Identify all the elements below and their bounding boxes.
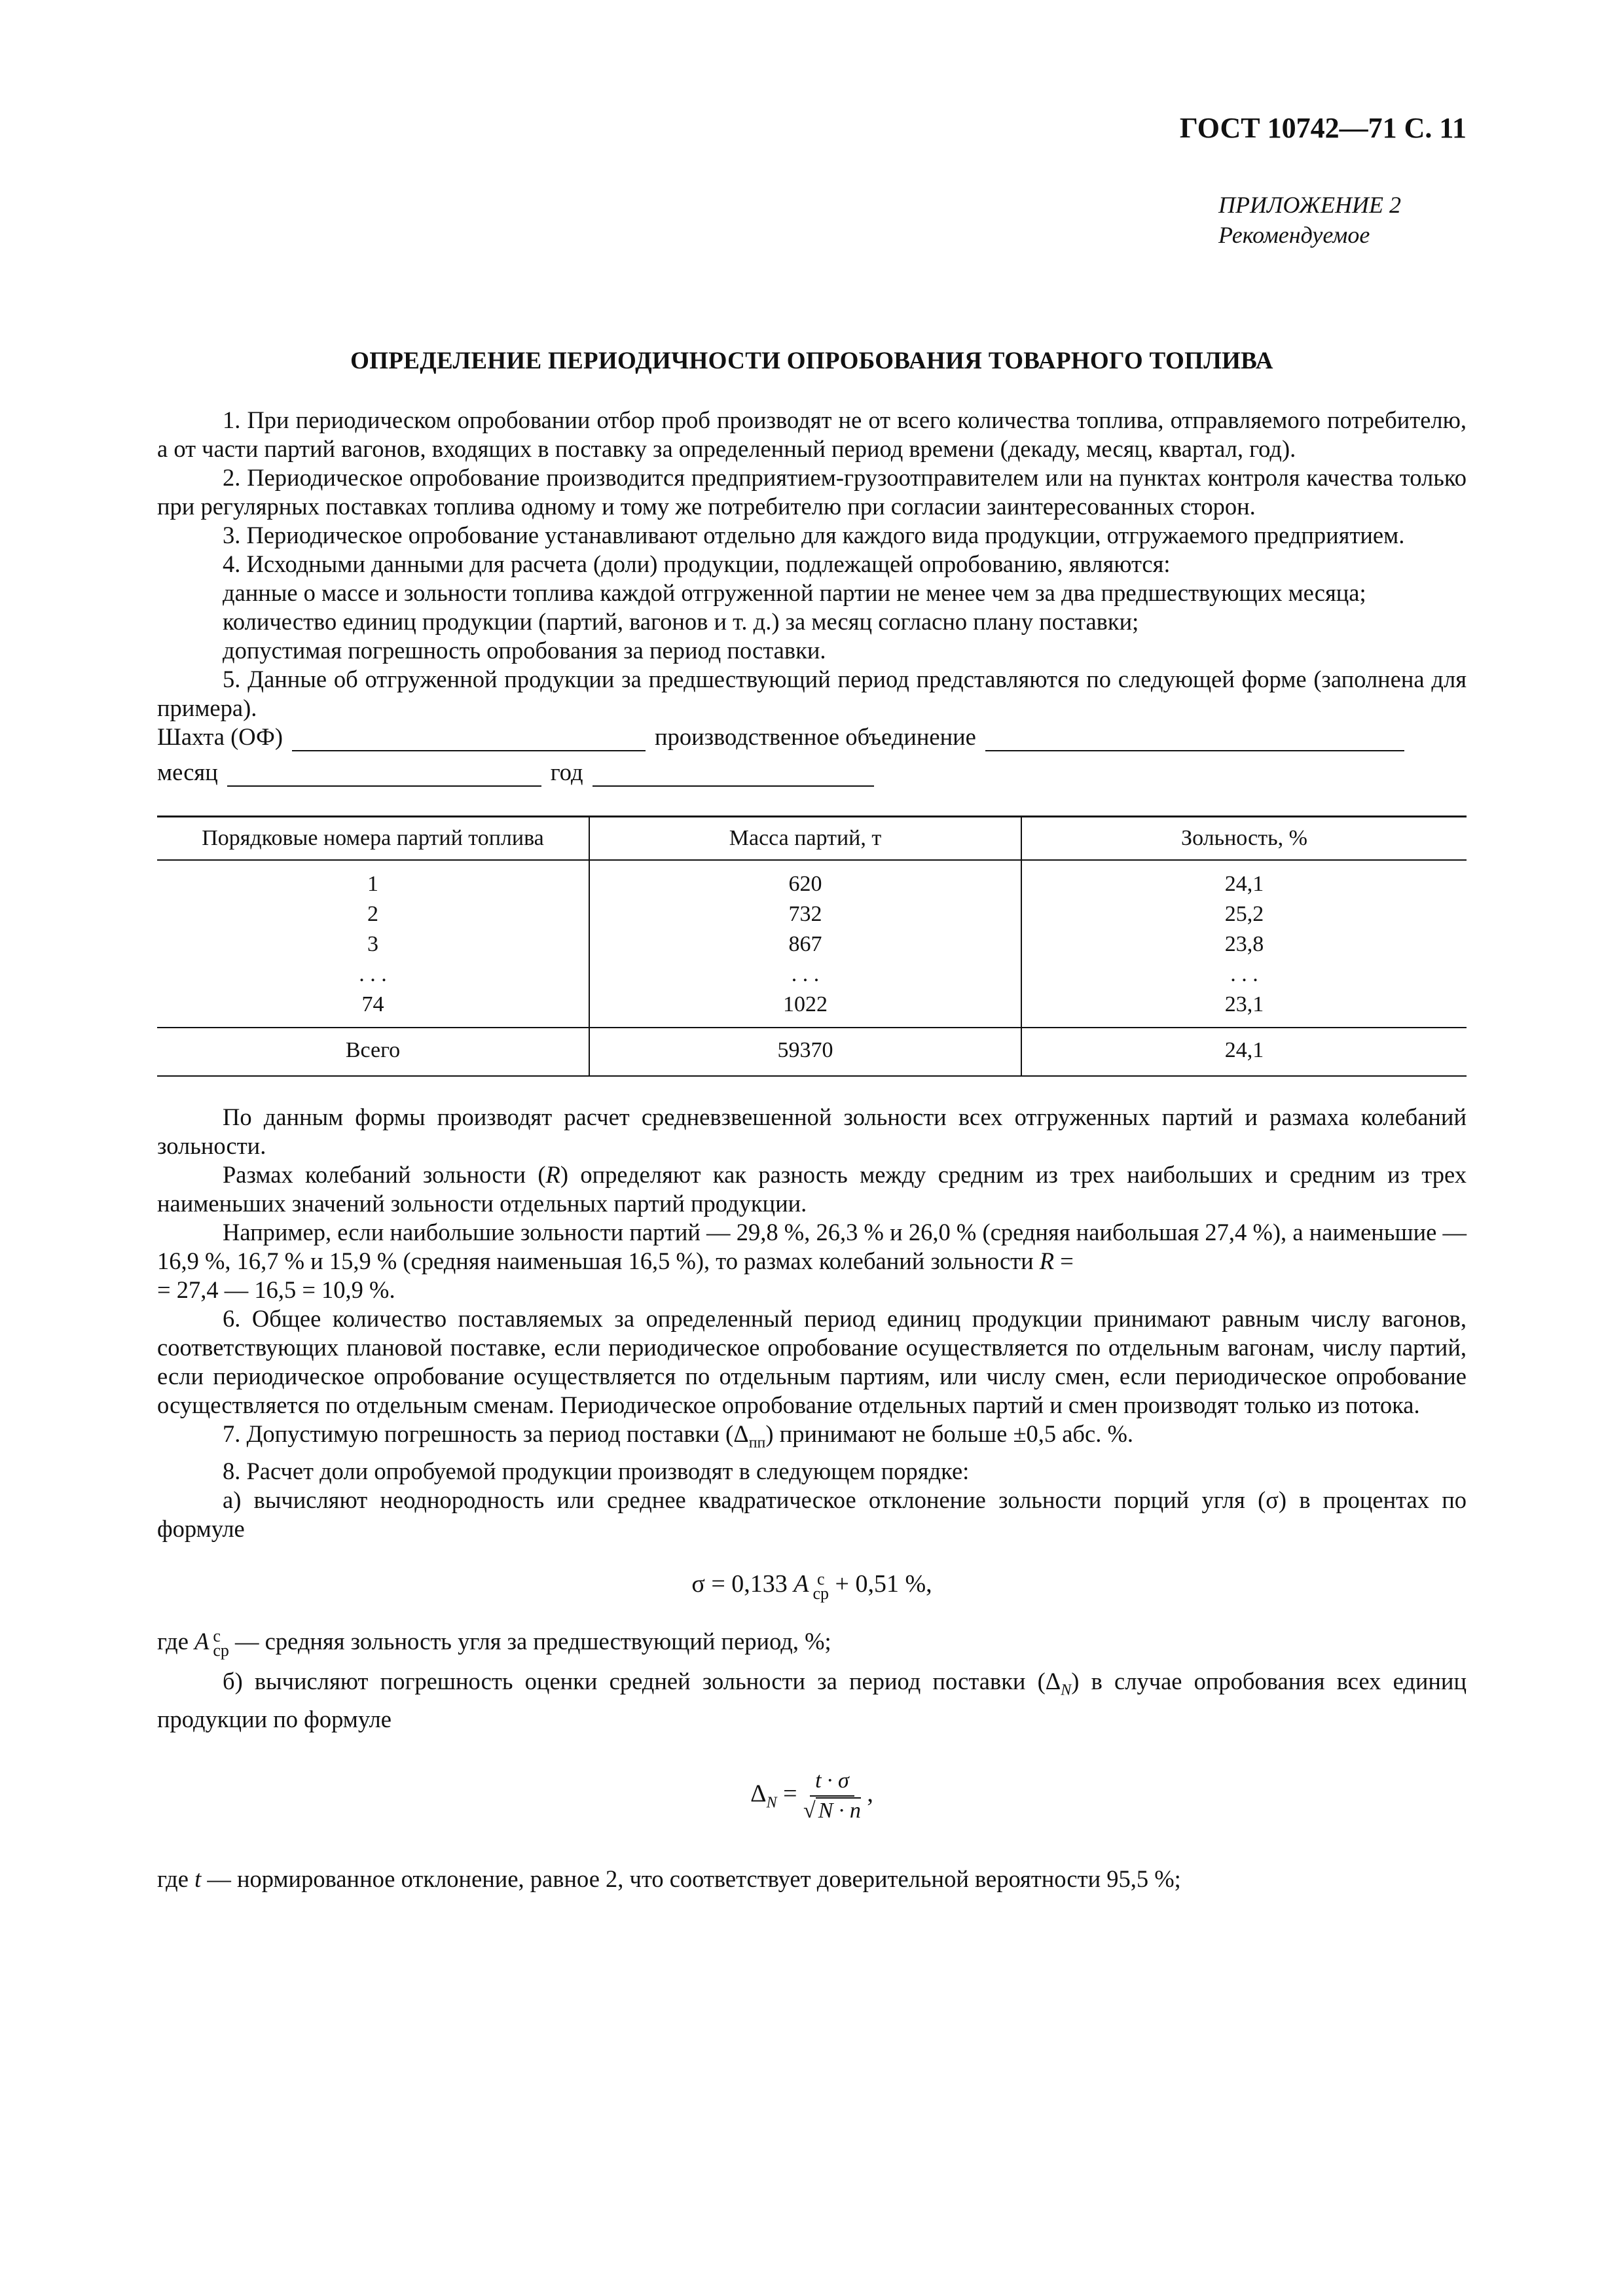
cell-mass: 867 [589,929,1021,960]
paragraph-4-item-1: данные о массе и зольности топлива каждой отгруженной партии не менее чем за два предшествующих месяца; [223,579,1366,606]
paragraph-8b: б) вычисляют погрешность оценки средней зольности за период поставки $(\Delta_N)$ в случае опробования всех единиц продукции по формуле [157,1668,1467,1732]
cell-ash: 25,2 [1021,899,1467,929]
form-year-field[interactable] [593,763,874,787]
cell-number: 2 [367,902,378,926]
paragraph-example-result: = 27,4 — 16,5 = 10,9 %. [157,1276,395,1303]
paragraph-3: 3. Периодическое опробование устанавливают отдельно для каждого вида продукции, отгружаемого предприятием. [223,522,1405,548]
total-mass: 59370 [589,1028,1021,1076]
paragraph-calc: По данным формы производят расчет средневзвешенной зольности всех отгруженных партий и размаха колебаний зольности. [157,1103,1467,1159]
cell-number: . . . [359,962,387,986]
shipment-table [157,816,1467,1077]
document-title: ОПРЕДЕЛЕНИЕ ПЕРИОДИЧНОСТИ ОПРОБОВАНИЯ ТОВАРНОГО ТОПЛИВА [350,348,1273,374]
paragraph-8: 8. Расчет доли опробуемой продукции производят в следующем порядке: [223,1458,970,1485]
paragraph-4-item-2: количество единиц продукции (партий, вагонов и т. д.) за месяц согласно плану поставки; [223,608,1139,635]
appendix-status: Рекомендуемое [1218,222,1370,248]
appendix-label: ПРИЛОЖЕНИЕ 2 [1218,192,1401,218]
table-row [157,990,1467,1028]
paragraph-6: 6. Общее количество поставляемых за определенный период единиц продукции принимают равным числу вагонов, соответствующих плановой поставке, если периодическое опробование осуществляется по отдельным вагонам, числу партий, если периодическое опробование осуществляется по отдельным партиям, или числу смен, если периодическое опробование осуществляется по отдельным сменам. Периодическое опробование отдельных партий и смен производят только из потока. [157,1305,1467,1418]
cell-mass: 732 [589,899,1021,929]
where-average-ash: где A с ср — средняя зольность угля за предшествующий период, %; [157,1626,831,1660]
form-association-label: производственное объединение [655,723,976,750]
cell-mass: 620 [589,860,1021,899]
column-header-ash: Зольность, % [1021,817,1467,861]
form-mine-field[interactable] [292,728,646,751]
table-row [157,929,1467,960]
column-header-mass: Масса партий, т [589,817,1021,861]
paragraph-5: 5. Данные об отгруженной продукции за предшествующий период представляются по следующей форме (заполнена для примера). [157,666,1467,721]
form-year-label: год [550,759,583,785]
cell-mass: 1022 [589,990,1021,1028]
cell-mass: . . . [589,960,1021,990]
appendix-block [1218,190,1401,250]
cell-ash: 24,1 [1021,860,1467,899]
paragraph-4: 4. Исходными данными для расчета (доли) продукции, подлежащей опробованию, являются: [223,550,1171,577]
formula-sigma: σ = 0,133 A с ср + 0,51 %, [691,1569,932,1603]
cell-number: 3 [367,932,378,956]
table-row [157,899,1467,929]
form-line-1 [157,723,1467,751]
paragraph-4-item-3: допустимая погрешность опробования за период поставки. [223,637,826,664]
paragraph-8a: а) вычисляют неоднородность или среднее квадратическое отклонение зольности порций угля (σ) в процентах по формуле [157,1486,1467,1543]
form-line-2 [157,758,1467,787]
document-body [157,406,1467,1893]
cell-ash: 23,8 [1021,929,1467,960]
total-ash: 24,1 [1021,1028,1467,1076]
table-total-row [157,1028,1467,1076]
paragraph-1: 1. При периодическом опробовании отбор проб производят не от всего количества топлива, отправляемого потребителю, а от части партий вагонов, входящих в поставку за определенный период времени (декаду, месяц, квартал, год). [157,406,1467,462]
paragraph-example: Например, если наибольшие зольности партий — 29,8 %, 26,3 % и 26,0 % (средняя наибольшая 27,4 %), а наименьшие — 16,9 %, 16,7 % и 15,9 % (средняя наименьшая 16,5 %), то размах колебаний зольности R = [157,1219,1467,1274]
paragraph-7: 7. Допустимую погрешность за период поставки $(\Delta_{пп})$ принимают не больше ±0,5 абс. %. [223,1420,1133,1452]
paragraph-2: 2. Периодическое опробование производится предприятием-грузоотправителем или на пунктах контроля качества только при регулярных поставках топлива одному и тому же потребителю при согласии заинтересованных сторон. [157,464,1467,520]
form-month-field[interactable] [227,763,541,787]
form-association-field[interactable] [985,728,1404,751]
cell-ash: 23,1 [1021,990,1467,1028]
column-header-number: Порядковые номера партий топлива [157,817,589,861]
where-t: где t — нормированное отклонение, равное 2, что соответствует доверительной вероятности 95,5 %; [157,1865,1181,1892]
paragraph-range-definition: Размах колебаний зольности (R) определяют как разность между средним из трех наибольших и средним из трех наименьших значений зольности отдельных партий продукции. [157,1161,1467,1217]
form-mine-label: Шахта (ОФ) [157,723,283,750]
table-header-row [157,817,1467,861]
standard-code: ГОСТ 10742—71 С. 11 [1179,112,1467,144]
cell-number: 1 [367,872,378,896]
cell-ash: . . . [1021,960,1467,990]
table-row [157,960,1467,990]
table-row [157,860,1467,899]
form-month-label: месяц [157,759,218,785]
formula-delta: $\Delta_N$ = $\frac{t \cdot \sigma}{√ N \cdot n}$ , [157,1767,1467,1825]
total-label: Всего [157,1028,589,1076]
cell-number: 74 [361,992,384,1016]
